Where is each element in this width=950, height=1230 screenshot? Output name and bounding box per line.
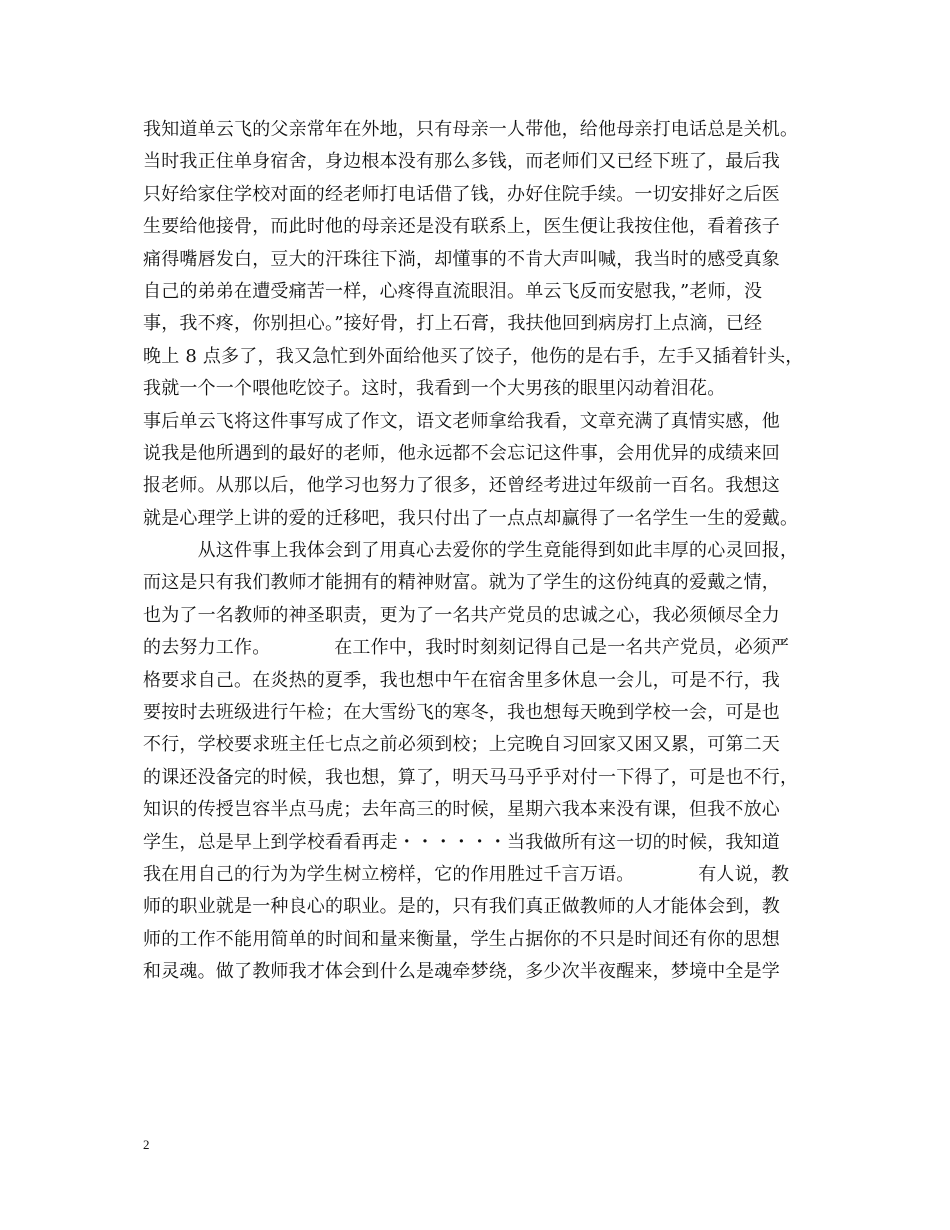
body-text (143, 114, 823, 989)
text-line: 和灵魂。做了教师我才体会到什么是魂牵梦绕，多少次半夜醒来，梦境中全是学 (143, 961, 780, 983)
text-line: 从这件事上我体会到了用真心去爱你的学生竟能得到如此丰厚的心灵回报， (143, 540, 799, 562)
text-line: 自己的弟弟在遭受痛苦一样，心疼得直流眼泪。单云飞反而安慰我，”老师，没 (143, 280, 763, 302)
text-line: 生要给他接骨，而此时他的母亲还是没有联系上，医生便让我按住他，看着孩子 (143, 216, 780, 238)
text-line: 晚上 8 点多了，我又急忙到外面给他买了饺子，他伤的是右手，左手又插着针头， (143, 345, 804, 367)
text-line: 就是心理学上讲的爱的迁移吧，我只付出了一点点却赢得了一名学生一生的爱戴。 (143, 507, 799, 529)
text-line: 的去努力工作。 在工作中，我时时刻刻记得自己是一名共产党员，必须严 (143, 637, 790, 659)
text-line: 要按时去班级进行午检；在大雪纷飞的寒冬，我也想每天晚到学校一会，可是也 (143, 702, 780, 724)
text-line: 格要求自己。在炎热的夏季，我也想中午在宿舍里多休息一会儿，可是不行，我 (143, 669, 780, 691)
text-line: 报老师。从那以后，他学习也努力了很多，还曾经考进过年级前一百名。我想这 (143, 475, 780, 497)
text-line: 不行，学校要求班主任七点之前必须到校；上完晚自习回家又困又累，可第二天 (143, 734, 780, 756)
text-line: 我在用自己的行为为学生树立榜样，它的作用胜过千言万语。 有人说，教 (143, 863, 790, 885)
text-line: 师的职业就是一种良心的职业。是的，只有我们真正做教师的人才能体会到，教 (143, 896, 780, 918)
text-line: 说我是他所遇到的最好的老师，他永远都不会忘记这件事，会用优异的成绩来回 (143, 442, 780, 464)
text-line: 师的工作不能用简单的时间和量来衡量，学生占据你的不只是时间还有你的思想 (143, 928, 780, 950)
text-line: 我知道单云飞的父亲常年在外地，只有母亲一人带他，给他母亲打电话总是关机。 (143, 119, 799, 140)
text-line: 学生，总是早上到学校看看再走・・・・・・当我做所有这一切的时候，我知道 (143, 831, 780, 853)
text-line: 的课还没备完的时候，我也想，算了，明天马马乎乎对付一下得了，可是也不行， (143, 766, 799, 788)
text-line: 只好给家住学校对面的经老师打电话借了钱，办好住院手续。一切安排好之后医 (143, 183, 780, 205)
page-number: 2 (143, 1137, 150, 1152)
text-line: 当时我正住单身宿舍，身边根本没有那么多钱，而老师们又已经下班了，最后我 (143, 151, 780, 173)
text-line: 我就一个一个喂他吃饺子。这时，我看到一个大男孩的眼里闪动着泪花。 (143, 378, 726, 400)
text-line: 痛得嘴唇发白，豆大的汗珠往下淌，却懂事的不肯大声叫喊，我当时的感受真象 (143, 248, 780, 270)
text-line: 知识的传授岂容半点马虎；去年高三的时候，星期六我本来没有课，但我不放心 (143, 799, 780, 821)
text-line: 也为了一名教师的神圣职责，更为了一名共产党员的忠诚之心，我必须倾尽全力 (143, 604, 780, 626)
text-line: 事后单云飞将这件事写成了作文，语文老师拿给我看，文章充满了真情实感，他 (143, 410, 780, 432)
text-line: 事，我不疼，你别担心。”接好骨，打上石膏，我扶他回到病房打上点滴，已经 (143, 313, 763, 335)
text-line: 而这是只有我们教师才能拥有的精神财富。就为了学生的这份纯真的爱戴之情， (143, 572, 780, 594)
